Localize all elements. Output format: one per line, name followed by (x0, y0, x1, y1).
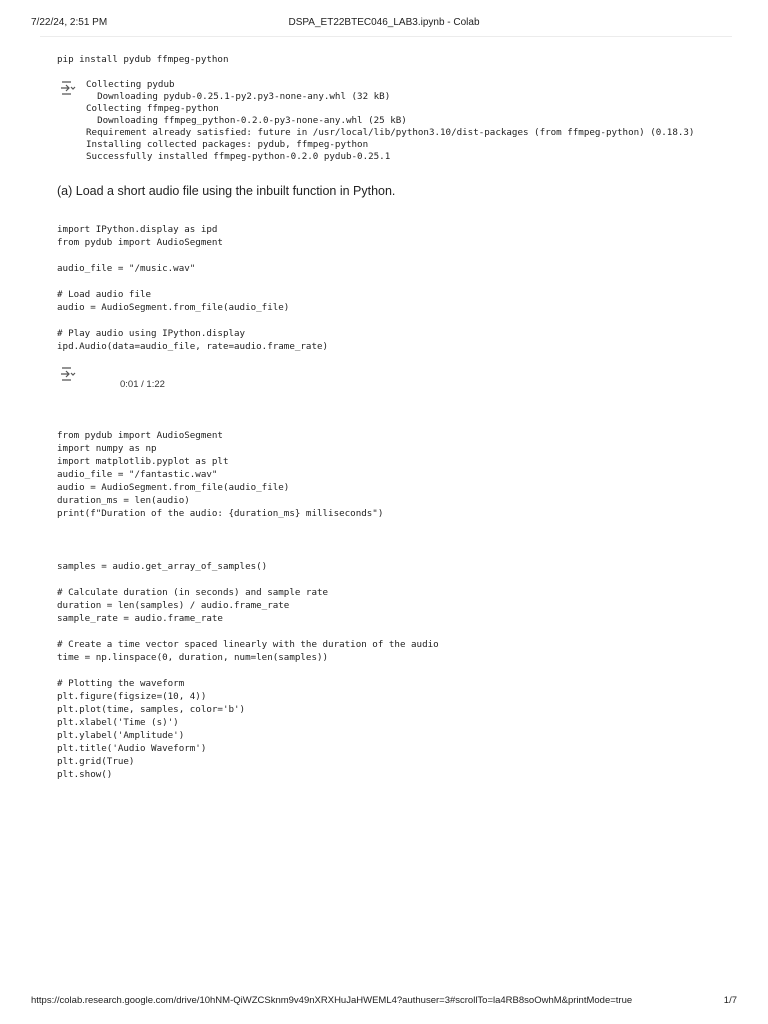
divider (40, 36, 732, 37)
code-cell-waveform[interactable]: samples = audio.get_array_of_samples() # Calculate duration (in seconds) and sample rate duration = len(samples) / audio.frame_rate sample_rate = audio.frame_rate # Create a time vector spaced linearly with the duration of the audio time = np.linspace(0, duration, num=len(samples)) # Plotting the waveform plt.figure(figsize=(10, 4)) plt.plot(time, samples, color='b') plt.xlabel('Time (s)') plt.ylabel('Amplitude') plt.title('Audio Waveform') plt.grid(True) plt.show() (57, 561, 439, 780)
print-datetime: 7/22/24, 2:51 PM (31, 17, 108, 28)
code-cell-pip-install[interactable]: pip install pydub ffmpeg-python (57, 54, 229, 65)
code-cell-load-audio[interactable]: import IPython.display as ipd from pydub import AudioSegment audio_file = "/music.wav" # Load audio file audio = AudioSegment.from_file(audio_file) # Play audio using IPython.display ipd.Audio(data=audio_file, rate=audio.frame_rate) (57, 224, 329, 352)
markdown-heading: (a) Load a short audio file using the inbuilt function in Python. (57, 184, 396, 198)
cell-output-pip: Collecting pydub Downloading pydub-0.25.1-py2.py3-none-any.whl (32 kB) Collecting ffmpeg-python Downloading ffmpeg_python-0.2.0-py3-none-any.whl (25 kB) Requirement already satisfied: future in /usr/local/lib/python3.10/dist-packages (from ffmpeg-python) (0.18.3) Installing collected packages: pydub, ffmpeg-python Successfully installed ffmpeg-python-0.2.0 pydub-0.25.1 (86, 79, 695, 162)
page-number: 1/7 (723, 995, 737, 1006)
output-toggle-icon[interactable] (60, 81, 76, 95)
audio-player-time[interactable]: 0:01 / 1:22 (120, 379, 165, 390)
code-cell-duration[interactable]: from pydub import AudioSegment import numpy as np import matplotlib.pyplot as plt audio_file = "/fantastic.wav" audio = AudioSegment.from_file(audio_file) duration_ms = len(audio) print(f"Duration of the audio: {duration_ms} milliseconds") (57, 430, 384, 519)
page-url: https://colab.research.google.com/drive/10hNM-QiWZCSknm9v49nXRXHuJaHWEML4?authuser=3#scrollTo=la4RB8soOwhM&printMode=true (31, 995, 633, 1006)
output-toggle-icon[interactable] (60, 367, 76, 381)
page-title: DSPA_ET22BTEC046_LAB3.ipynb - Colab (288, 17, 480, 28)
